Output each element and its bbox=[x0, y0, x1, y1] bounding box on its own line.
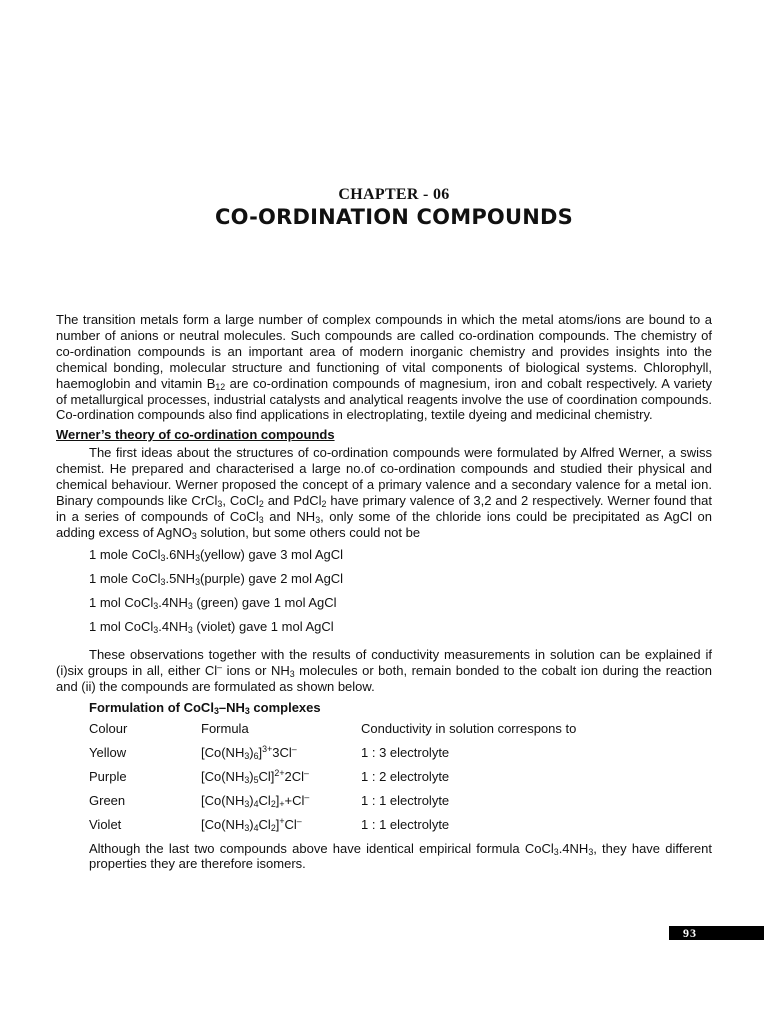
intro-paragraph: The transition metals form a large number of complex compounds in which the metal atoms/ions are bound to a number of anions or neutral molecules. Such compounds are called co-ordination compounds. The chemistry of co-ordination compounds is an important area of modern inorganic chemistry and provides insights into the chemical bonding, molecular structure and functioning of vital components of biological systems. Chlorophyll, haemoglobin and vitamin $B_{12}$ are co-ordination compounds of magnesium, iron and cobalt respectively. A variety of metallurgical processes, industrial catalysts and analytical reagents involve the use of coordination compounds. Co-ordination compounds also find applications in electroplating, textile dyeing and medicinal chemistry. bbox=[56, 312, 712, 423]
observation-list bbox=[89, 547, 712, 643]
conductivity-paragraph: These observations together with the results of conductivity measurements in solution can be explained if (i)six groups in all, either Cl– ions or $NH_3$ molecules or both, remain bonded to the cobalt ion during the reaction and (ii) the compounds are formulated as shown below. bbox=[56, 646, 712, 694]
column-header: Conductivity in solution correspons to bbox=[361, 720, 577, 736]
page-body bbox=[56, 312, 712, 872]
formula-cell: $[Co(NH_3)_4Cl_2]_++Cl^-$ bbox=[201, 791, 310, 809]
colour-cell: Violet bbox=[89, 816, 122, 832]
observation-item: 1 mol $CoCl_3.4NH_3$ (violet) gave 1 mol AgCl bbox=[89, 618, 334, 635]
isomer-note: Although the last two compounds above have identical empirical formula $CoCl_3.4NH_3$, they have different properties they are therefore isomers. bbox=[89, 840, 712, 872]
formulation-title: Formulation of $CoCl_3-NH_3$ complexes bbox=[89, 699, 321, 716]
conductivity-cell: 1 : 1 electrolyte bbox=[361, 816, 450, 832]
werner-paragraph: The first ideas about the structures of co-ordination compounds were formulated by Alfred Werner, a swiss chemist. He prepared and characterised a large no.of co-ordination compounds and studied their physical and chemical behaviour. Werner proposed the concept of a primary valence and a secondary valence for a metal ion. Binary compounds like CrCl$_3$, CoCl$_2$ and PdCl$_2$ have primary valence of 3,2 and 2 respectively. Werner found that in a series of compounds of CoCl$_3$ and $NH_3$, only some of the chloride ions could be precipitated as AgCl on adding excess of AgNO$_3$ solution, but some others could not be bbox=[56, 445, 712, 542]
section-heading: Werner’s theory of co-ordination compounds bbox=[56, 427, 335, 443]
column-header: Formula bbox=[201, 720, 249, 736]
table-row bbox=[89, 745, 712, 769]
table-row bbox=[89, 769, 712, 793]
formula-cell: $[Co(NH_3)_6]^{3+}3Cl^-$ bbox=[201, 743, 297, 761]
formula-cell: $[Co(NH_3)_4Cl_2]^+Cl^-$ bbox=[201, 815, 302, 833]
conductivity-cell: 1 : 3 electrolyte bbox=[361, 744, 450, 760]
page-number: 93 bbox=[669, 926, 764, 940]
conductivity-cell: 1 : 1 electrolyte bbox=[361, 792, 450, 808]
observation-item: 1 mol $CoCl_3.4NH_3$ (green) gave 1 mol AgCl bbox=[89, 594, 337, 611]
observation-item: 1 mole $CoCl_3.6NH_3(yellow)$ gave 3 mol AgCl bbox=[89, 546, 344, 563]
complex-table-body bbox=[89, 745, 712, 841]
table-row bbox=[89, 817, 712, 841]
conductivity-cell: 1 : 2 electrolyte bbox=[361, 768, 450, 784]
chapter-title: CO-ORDINATION COMPOUNDS bbox=[215, 205, 573, 229]
formulation-section bbox=[89, 700, 712, 873]
colour-cell: Yellow bbox=[89, 744, 127, 760]
table-row bbox=[89, 793, 712, 817]
formula-cell: $[Co(NH_3)_5Cl]^{2+}2Cl^-$ bbox=[201, 767, 309, 785]
observation-item: 1 mole $CoCl_3.5NH_3(purple)$ gave 2 mol AgCl bbox=[89, 570, 344, 587]
colour-cell: Purple bbox=[89, 768, 127, 784]
column-header: Colour bbox=[89, 720, 128, 736]
table-header-row bbox=[89, 721, 712, 745]
chapter-label: CHAPTER - 06 bbox=[338, 186, 450, 203]
colour-cell: Green bbox=[89, 792, 126, 808]
